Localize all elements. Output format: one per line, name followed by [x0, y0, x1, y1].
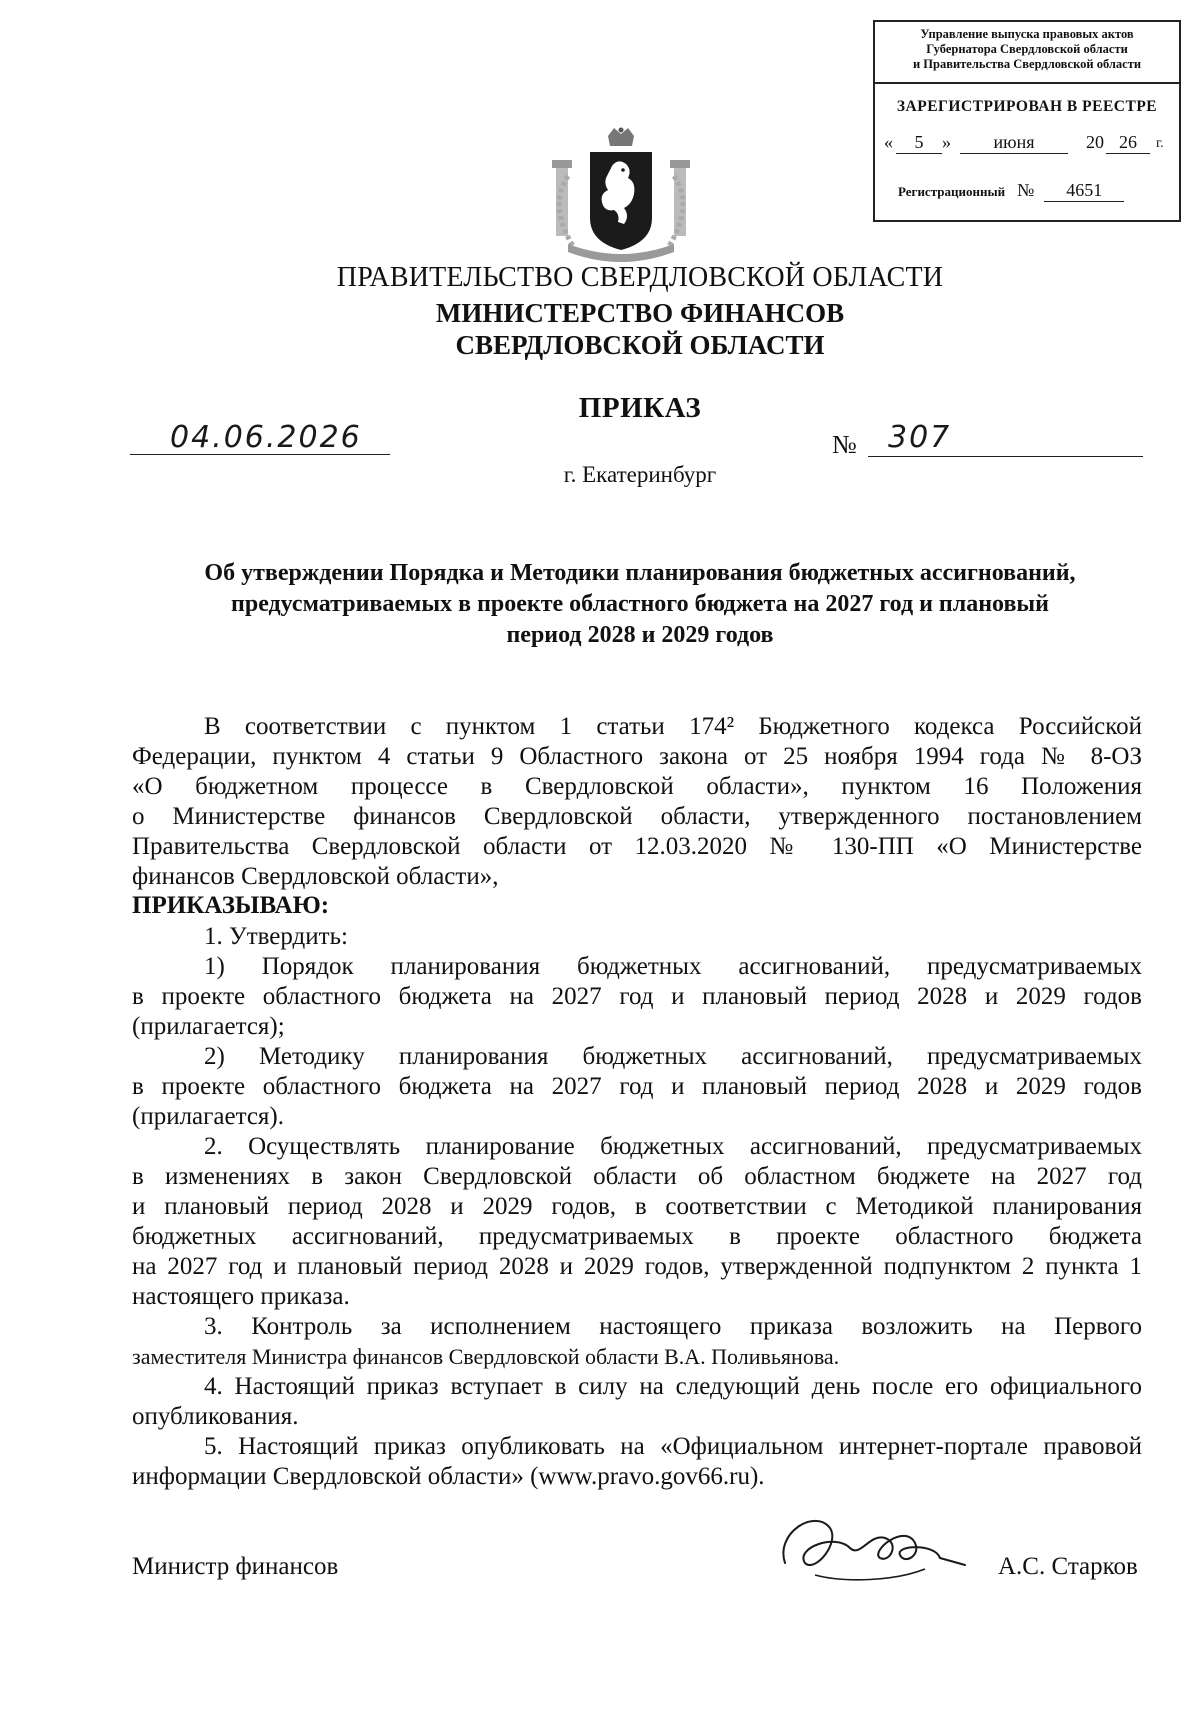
item-1-1-line: 1) Порядок планирования бюджетных ассигнований, предусматриваемых: [204, 953, 1142, 980]
item-2-line: настоящего приказа.: [132, 1283, 350, 1310]
preamble-line: Правительства Свердловской области от 12.03.2020 № 130-ПП «О Министерстве: [132, 833, 1142, 860]
city: г. Екатеринбург: [563, 462, 717, 487]
stamp-registration-number: [898, 180, 1178, 202]
stamp-year-unit: г.: [1156, 136, 1164, 151]
stamp-year-prefix: 20: [1086, 132, 1104, 152]
item-2-line: бюджетных ассигнований, предусматриваемых в проекте областного бюджета: [132, 1223, 1142, 1250]
stamp-header-line: Управление выпуска правовых актов: [920, 27, 1134, 41]
document-type: ПРИКАЗ: [578, 392, 702, 424]
order-title-line: период 2028 и 2029 годов: [506, 622, 774, 648]
item-2-line: 2. Осуществлять планирование бюджетных ассигнований, предусматриваемых: [204, 1133, 1142, 1160]
item-3-line: заместителя Министра финансов Свердловской области В.А. Поливьянова.: [132, 1344, 840, 1369]
item-4-line: опубликования.: [132, 1403, 299, 1430]
stamp-day: 5: [896, 132, 942, 154]
preamble: [132, 712, 1142, 892]
item-5-line: информации Свердловской области» (www.pravo.gov66.ru).: [132, 1463, 765, 1490]
item-1-1-line: в проекте областного бюджета на 2027 год и плановый период 2028 и 2029 годов: [132, 983, 1142, 1010]
coat-of-arms-emblem: [528, 126, 714, 262]
stamp-date: [884, 132, 1174, 158]
item-5-line: 5. Настоящий приказ опубликовать на «Официальном интернет-портале правовой: [204, 1433, 1142, 1460]
preamble-line: финансов Свердловской области»,: [132, 863, 499, 890]
stamp-header-line: и Правительства Свердловской области: [912, 57, 1142, 71]
item-1: 1. Утвердить:: [204, 923, 348, 950]
handwritten-signature: [775, 1503, 975, 1588]
order-title-line: Об утверждении Порядка и Методики планирования бюджетных ассигнований,: [204, 560, 1076, 586]
item-2-line: в изменениях в закон Свердловской области об областном бюджете на 2027 год: [132, 1163, 1142, 1190]
stamp-reg-no-sign: №: [1017, 180, 1035, 200]
stamp-header-line: Губернатора Свердловской области: [926, 42, 1128, 56]
item-2-line: на 2027 год и плановый период 2028 и 2029 годов, утвержденной подпунктом 2 пункта 1: [132, 1253, 1142, 1280]
item-1-2-line: в проекте областного бюджета на 2027 год и плановый период 2028 и 2029 годов: [132, 1073, 1142, 1100]
item-4-line: 4. Настоящий приказ вступает в силу на следующий день после его официального: [204, 1373, 1142, 1400]
order-title-line: предусматриваемых в проекте областного бюджета на 2027 год и плановый: [231, 591, 1049, 617]
item-3-line: 3. Контроль за исполнением настоящего приказа возложить на Первого: [204, 1313, 1142, 1340]
signer-role: Министр финансов: [132, 1553, 339, 1580]
handwritten-order-number: 307: [888, 420, 952, 455]
ministry-name-line1: МИНИСТЕРСТВО ФИНАНСОВ: [435, 298, 845, 328]
preamble-line: В соответствии с пунктом 1 статьи 174² Бюджетного кодекса Российской: [204, 713, 1142, 740]
stamp-header: [875, 22, 1179, 84]
preamble-line: о Министерстве финансов Свердловской области, утвержденного постановлением: [132, 803, 1142, 830]
ministry-name-line2: СВЕРДЛОВСКОЙ ОБЛАСТИ: [455, 330, 825, 360]
item-2-line: и плановый период 2028 и 2029 годов, в соответствии с Методикой планирования: [132, 1193, 1142, 1220]
preamble-line: «О бюджетном процессе в Свердловской области», пунктом 16 Положения: [132, 773, 1142, 800]
signer-name: А.С. Старков: [998, 1553, 1138, 1580]
order-title: [140, 558, 1140, 651]
item-1-1-line: (прилагается);: [132, 1013, 285, 1040]
stamp-month: июня: [960, 132, 1068, 154]
stamp-reg-number: 4651: [1044, 180, 1124, 202]
order-word: ПРИКАЗЫВАЮ:: [132, 892, 330, 919]
stamp-registered-label: ЗАРЕГИСТРИРОВАН В РЕЕСТРЕ: [896, 98, 1158, 115]
stamp-year-suffix: 26: [1106, 132, 1150, 154]
government-name: ПРАВИТЕЛЬСТВО СВЕРДЛОВСКОЙ ОБЛАСТИ: [336, 262, 944, 293]
item-1-2-line: 2) Методику планирования бюджетных ассигнований, предусматриваемых: [204, 1043, 1142, 1070]
stamp-quote-open: «: [884, 132, 893, 152]
stamp-quote-close: »: [942, 132, 951, 152]
order-items: [132, 922, 1142, 1492]
stamp-reg-label: Регистрационный: [898, 184, 1006, 199]
order-number-sign: №: [832, 430, 857, 459]
handwritten-date: 04.06.2026: [170, 420, 362, 455]
preamble-line: Федерации, пунктом 4 статьи 9 Областного закона от 25 ноября 1994 года № 8-ОЗ: [132, 743, 1142, 770]
item-1-2-line: (прилагается).: [132, 1103, 285, 1130]
registration-stamp: [873, 20, 1181, 222]
